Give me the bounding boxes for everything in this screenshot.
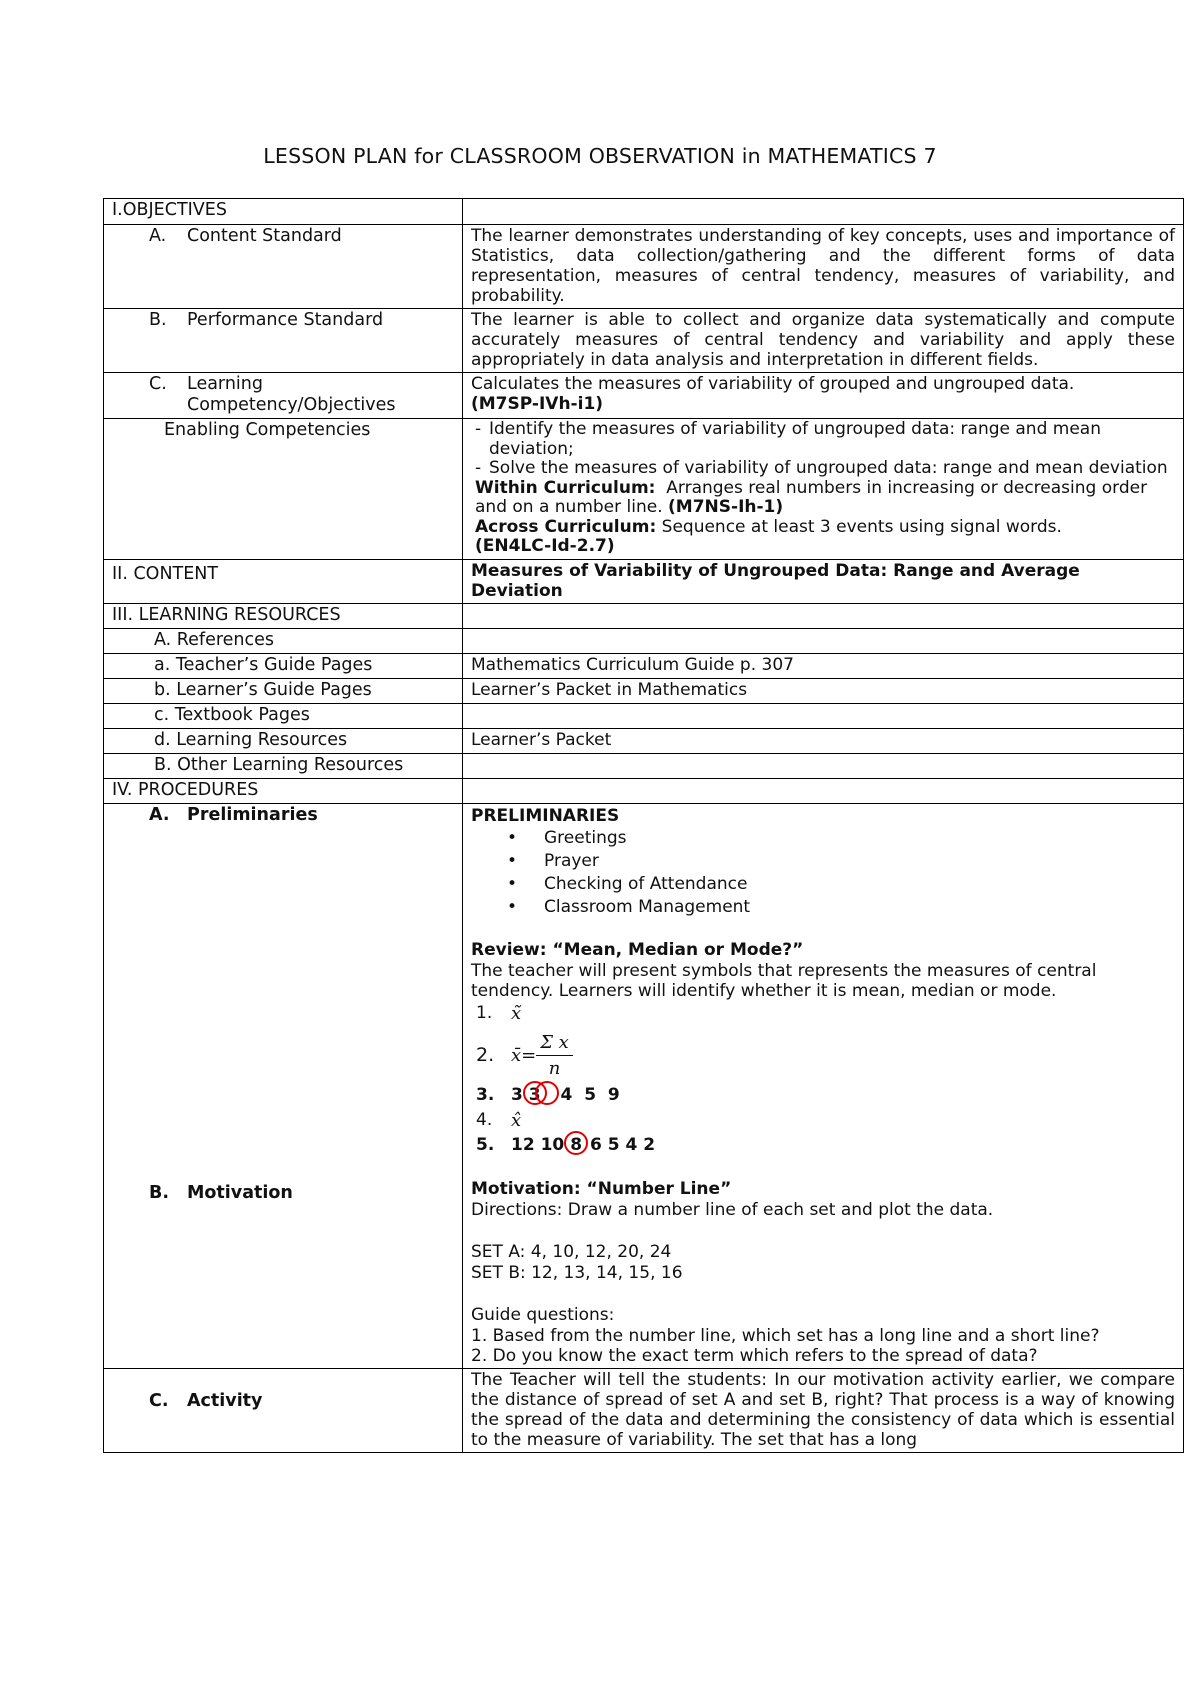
- learning-competency-cell: [463, 373, 1184, 419]
- learning-competency-code: (M7SP-IVh-i1): [471, 394, 604, 414]
- within-curriculum: Within Curriculum: Arranges real numbers in increasing or decreasing order and on a number line. (M7NS-Ih-1): [475, 477, 1148, 517]
- textbook-value: [463, 703, 1184, 728]
- performance-standard-label-cell: [104, 309, 463, 373]
- resources-heading: III. LEARNING RESOURCES: [104, 603, 463, 628]
- learners-guide-row: [104, 678, 1184, 703]
- content-standard-text: The learner demonstrates understanding of key concepts, uses and importance of Statistics, data collection/gathering and the different forms of data representation, measures of central tendency, measures of variability, and probability.: [463, 225, 1184, 309]
- motivation-letter: B.: [149, 1182, 169, 1203]
- motivation-directions: Directions: Draw a number line of each set and plot the data.: [471, 1199, 994, 1220]
- review-text: The teacher will present symbols that represents the measures of central tendency. Learners will identify whether it is mean, median or mode.: [471, 960, 1097, 1001]
- teachers-guide-row: [104, 653, 1184, 678]
- performance-standard-letter: B.: [149, 310, 167, 330]
- other-resources-value: [463, 753, 1184, 778]
- review-item-2: 2. x̄= $\frac{\text{Σ x}}{n}$: [471, 1030, 1175, 1081]
- enabling-item: - Solve the measures of variability of ungrouped data: range and mean deviation: [475, 458, 1168, 478]
- references-row: [104, 628, 1184, 653]
- guide-questions-label: Guide questions:: [471, 1304, 615, 1325]
- learning-resources-label: d. Learning Resources: [104, 728, 463, 753]
- set-b: SET B: 12, 13, 14, 15, 16: [471, 1262, 683, 1283]
- textbook-label: c. Textbook Pages: [104, 703, 463, 728]
- preliminaries-letter: A.: [149, 804, 170, 825]
- across-curriculum: Across Curriculum: Sequence at least 3 events using signal words.: [475, 516, 1062, 537]
- resources-row: [104, 603, 1184, 628]
- references-label: A. References: [104, 628, 463, 653]
- list-item: • Greetings: [544, 827, 1175, 850]
- preliminaries-heading: PRELIMINARIES: [471, 805, 620, 826]
- teachers-guide-label: a. Teacher’s Guide Pages: [104, 653, 463, 678]
- preliminaries-motivation-row: [104, 803, 1184, 1368]
- activity-label: Activity: [187, 1390, 263, 1411]
- learning-competency-label: Learning Competency/Objectives: [187, 374, 396, 415]
- other-resources-row: [104, 753, 1184, 778]
- list-item: • Checking of Attendance: [544, 873, 1175, 896]
- performance-standard-label: Performance Standard: [187, 310, 384, 330]
- content-standard-row: [104, 225, 1184, 309]
- teachers-guide-value: Mathematics Curriculum Guide p. 307: [463, 653, 1184, 678]
- motivation-title: Motivation: “Number Line”: [471, 1178, 732, 1199]
- objectives-empty-cell: [463, 199, 1184, 225]
- activity-letter: C.: [149, 1390, 169, 1411]
- motivation-label: Motivation: [187, 1182, 293, 1203]
- document-title: LESSON PLAN for CLASSROOM OBSERVATION in MATHEMATICS 7: [263, 144, 937, 168]
- procedures-heading: IV. PROCEDURES: [104, 778, 463, 803]
- list-item: • Classroom Management: [544, 896, 1175, 919]
- list-item: • Prayer: [544, 850, 1175, 873]
- content-row: [104, 559, 1184, 603]
- review-item-4: 4. x̂: [476, 1109, 522, 1131]
- across-curriculum-code: (EN4LC-Id-2.7): [475, 536, 615, 556]
- content-text: Measures of Variability of Ungrouped Data: Range and Average Deviation: [463, 559, 1184, 603]
- review-item-5: 5. 12 10 8 6 5 4 2: [471, 1133, 1175, 1158]
- content-standard-label-cell: [104, 225, 463, 309]
- review-item-3: 3. 3 3 4 5 9: [471, 1083, 1175, 1108]
- enabling-competencies-row: [104, 419, 1184, 560]
- objectives-heading: I.OBJECTIVES: [104, 199, 463, 225]
- preliminaries-label-cell: [104, 803, 463, 1368]
- learning-competency-text: Calculates the measures of variability of grouped and ungrouped data.: [471, 374, 1075, 394]
- mode-symbol: x̂: [511, 1109, 522, 1131]
- content-standard-letter: A.: [149, 226, 167, 246]
- performance-standard-text: The learner is able to collect and organize data systematically and compute accurately measures of central tendency and variability and apply these appropriately in data analysis and interpretation in different fields.: [463, 309, 1184, 373]
- review-item-1: 1. x̃: [476, 1002, 522, 1024]
- median-symbol: x̃: [511, 1002, 522, 1024]
- procedures-empty-cell: [463, 778, 1184, 803]
- learning-competency-letter: C.: [149, 374, 167, 394]
- lesson-plan-table: [103, 198, 1184, 1453]
- enabling-competencies-cell: [463, 419, 1184, 560]
- activity-text: The Teacher will tell the students: In our motivation activity earlier, we compare the distance of spread of set A and set B, right? That process is a way of knowing the spread of the data and determining the consistency of data which is essential to the measure of variability. The set that has a long: [463, 1368, 1184, 1452]
- learners-guide-value: Learner’s Packet in Mathematics: [463, 678, 1184, 703]
- guide-question-1: 1. Based from the number line, which set has a long line and a short line?: [471, 1325, 1100, 1346]
- resources-empty-cell: [463, 603, 1184, 628]
- learning-competency-row: [104, 373, 1184, 419]
- learning-resources-row: [104, 728, 1184, 753]
- red-circle-mark: [535, 1081, 559, 1105]
- set-a: SET A: 4, 10, 12, 20, 24: [471, 1241, 672, 1262]
- activity-row: [104, 1368, 1184, 1452]
- learning-competency-label-cell: [104, 373, 463, 419]
- performance-standard-row: [104, 309, 1184, 373]
- preliminaries-list: [471, 827, 1175, 919]
- activity-label-cell: [104, 1368, 463, 1452]
- red-circle-mark: [564, 1131, 588, 1155]
- objectives-row: [104, 199, 1184, 225]
- enabling-item: - Identify the measures of variability of ungrouped data: range and mean deviation;: [475, 419, 1101, 459]
- references-empty-cell: [463, 628, 1184, 653]
- review-title: Review: “Mean, Median or Mode?”: [471, 939, 804, 960]
- procedures-row: [104, 778, 1184, 803]
- enabling-competencies-label: Enabling Competencies: [104, 419, 463, 560]
- guide-question-2: 2. Do you know the exact term which refers to the spread of data?: [471, 1345, 1038, 1366]
- mean-formula: $\frac{\text{Σ x}}{n}$: [536, 1030, 573, 1081]
- content-standard-label: Content Standard: [187, 226, 342, 246]
- learning-resources-value: Learner’s Packet: [463, 728, 1184, 753]
- preliminaries-label: Preliminaries: [187, 804, 318, 825]
- other-resources-label: B. Other Learning Resources: [104, 753, 463, 778]
- textbook-row: [104, 703, 1184, 728]
- preliminaries-cell: [463, 803, 1184, 1368]
- content-heading: II. CONTENT: [104, 559, 463, 603]
- learners-guide-label: b. Learner’s Guide Pages: [104, 678, 463, 703]
